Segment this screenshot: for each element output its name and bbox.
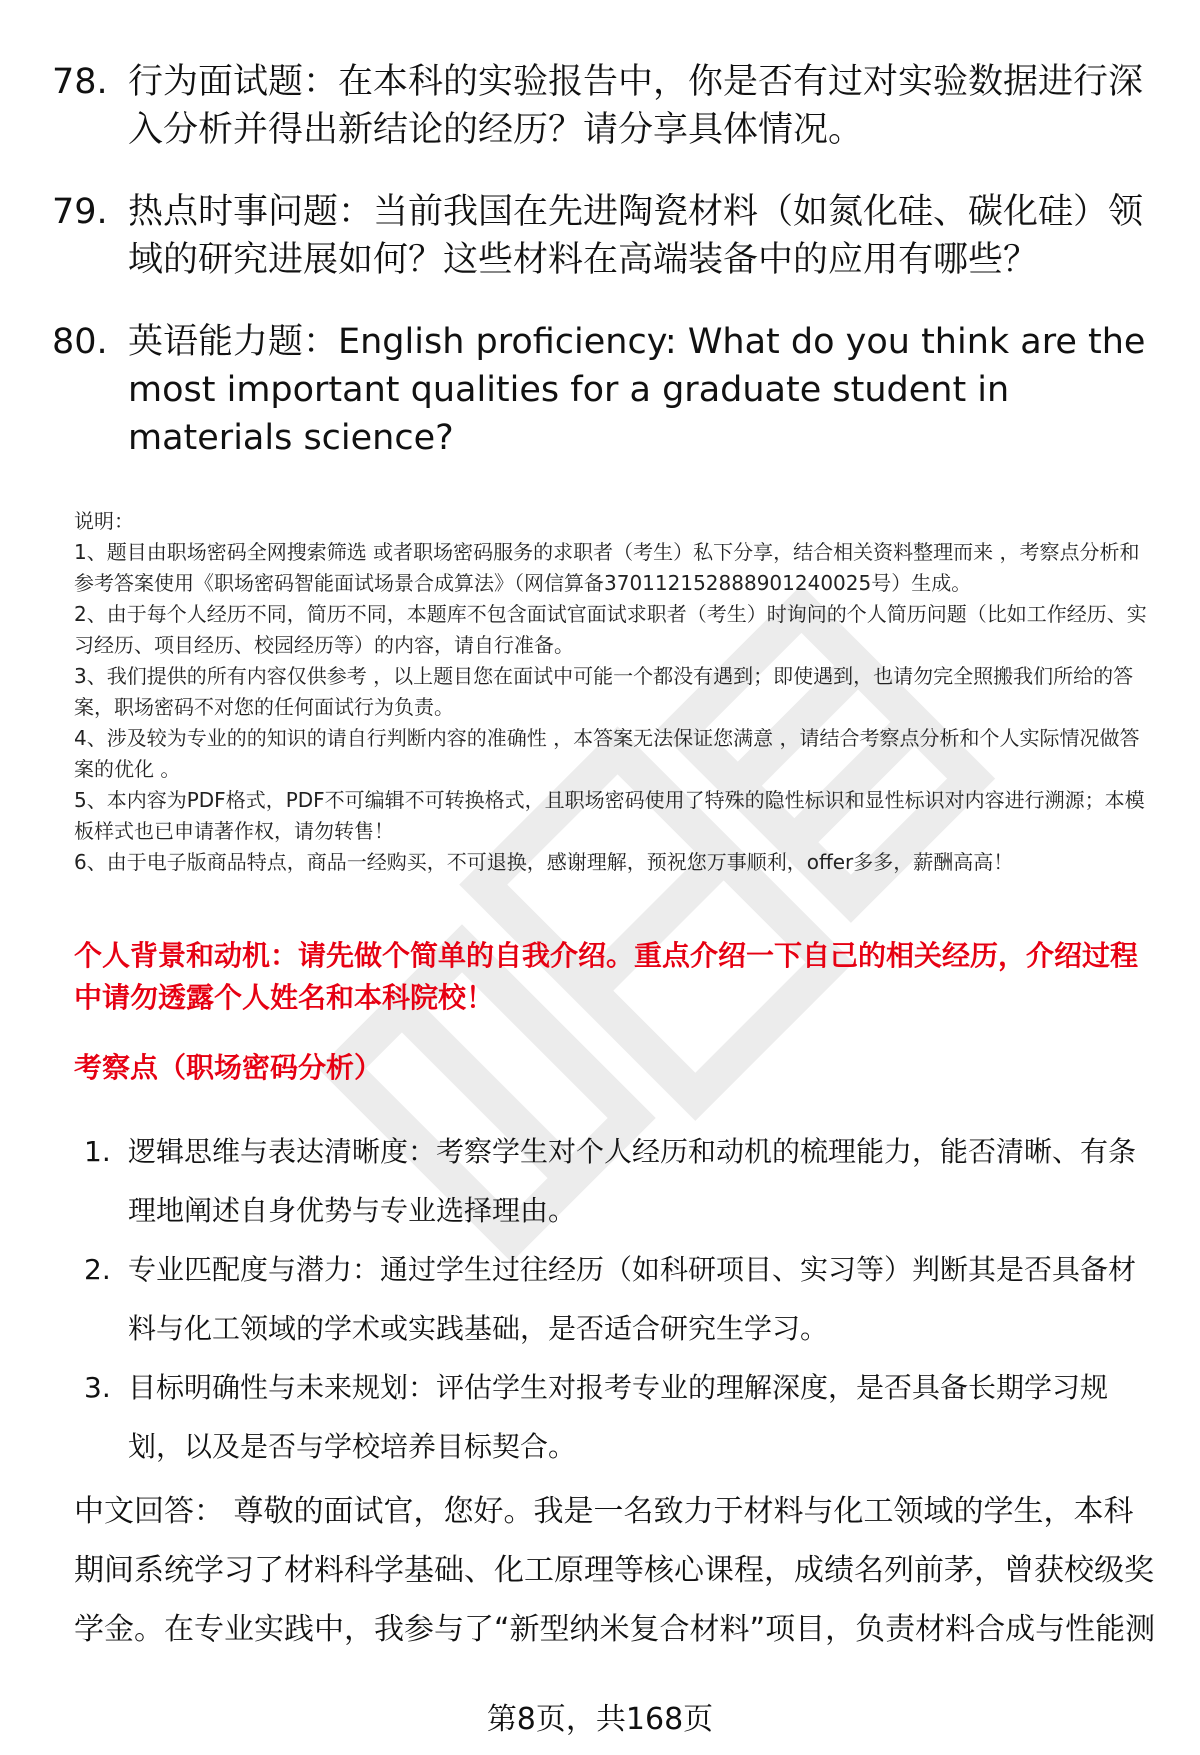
note-item: 1、题目由职场密码全网搜索筛选 或者职场密码服务的求职者（考生）私下分享，结合相关资料整理而来 ，考察点分析和参考答案使用《职场密码智能面试场景合成算法》（网信算备370112152888901240025号）生成。	[74, 540, 1140, 595]
analysis-point	[84, 1240, 1154, 1358]
answer-paragraph: 中文回答： 尊敬的面试官，您好。我是一名致力于材料与化工领域的学生，本科期间系统学习了材料科学基础、化工原理等核心课程，成绩名列前茅，曾获校级奖学金。在专业实践中，我参与了“新型纳米复合材料”项目，负责材料合成与性能测	[74, 1494, 1156, 1647]
note-item: 2、由于每个人经历不同，简历不同，本题库不包含面试官面试求职者（考生）时询问的个人简历问题（比如工作经历、实习经历、项目经历、校园经历等）的内容，请自行准备。	[74, 602, 1147, 657]
analysis-point	[84, 1358, 1154, 1476]
question-list	[52, 58, 1162, 496]
section-subheading: 考察点（职场密码分析）	[74, 1051, 383, 1084]
question-item	[52, 58, 1162, 154]
point-number: 2.	[84, 1253, 111, 1286]
point-text: 逻辑思维与表达清晰度：考察学生对个人经历和动机的梳理能力，能否清晰、有条理地阐述自身优势与专业选择理由。	[128, 1135, 1137, 1227]
notes-section	[74, 506, 1154, 878]
point-number: 1.	[84, 1135, 111, 1168]
point-number: 3.	[84, 1371, 111, 1404]
question-number: 78.	[52, 62, 108, 102]
question-text: 行为面试题：在本科的实验报告中，你是否有过对实验数据进行深入分析并得出新结论的经历？请分享具体情况。	[128, 62, 1144, 150]
note-item: 5、本内容为PDF格式，PDF不可编辑不可转换格式，且职场密码使用了特殊的隐性标识和显性标识对内容进行溯源；本模板样式也已申请著作权，请勿转售！	[74, 788, 1145, 843]
note-item: 3、我们提供的所有内容仅供参考 ，以上题目您在面试中可能一个都没有遇到；即使遇到，也请勿完全照搬我们所给的答案，职场密码不对您的任何面试行为负责。	[74, 664, 1134, 719]
notes-title: 说明：	[74, 509, 134, 533]
question-number: 79.	[52, 192, 108, 232]
question-item	[52, 318, 1162, 462]
question-text: 热点时事问题：当前我国在先进陶瓷材料（如氮化硅、碳化硅）领域的研究进展如何？这些材料在高端装备中的应用有哪些？	[128, 192, 1144, 280]
point-text: 专业匹配度与潜力：通过学生过往经历（如科研项目、实习等）判断其是否具备材料与化工领域的学术或实践基础，是否适合研究生学习。	[128, 1253, 1137, 1345]
note-item: 4、涉及较为专业的的知识的请自行判断内容的准确性 ，本答案无法保证您满意 ，请结合考察点分析和个人实际情况做答案的优化 。	[74, 726, 1140, 781]
point-text: 目标明确性与未来规划：评估学生对报考专业的理解深度，是否具备长期学习规划，以及是否与学校培养目标契合。	[128, 1371, 1109, 1463]
note-item: 6、由于电子版商品特点，商品一经购买，不可退换，感谢理解，预祝您万事顺利，offer多多，薪酬高高！	[74, 850, 1014, 874]
question-number: 80.	[52, 322, 108, 362]
analysis-point	[84, 1122, 1154, 1240]
analysis-points	[84, 1122, 1154, 1476]
section-heading: 个人背景和动机：请先做个简单的自我介绍。重点介绍一下自己的相关经历，介绍过程中请勿透露个人姓名和本科院校！	[74, 939, 1139, 1014]
question-item	[52, 188, 1162, 284]
page-footer: 第8页，共168页	[486, 1702, 714, 1737]
question-text: 英语能力题：English proficiency: What do you think are the most important qualities for a graduate student in materials science?	[128, 322, 1146, 458]
